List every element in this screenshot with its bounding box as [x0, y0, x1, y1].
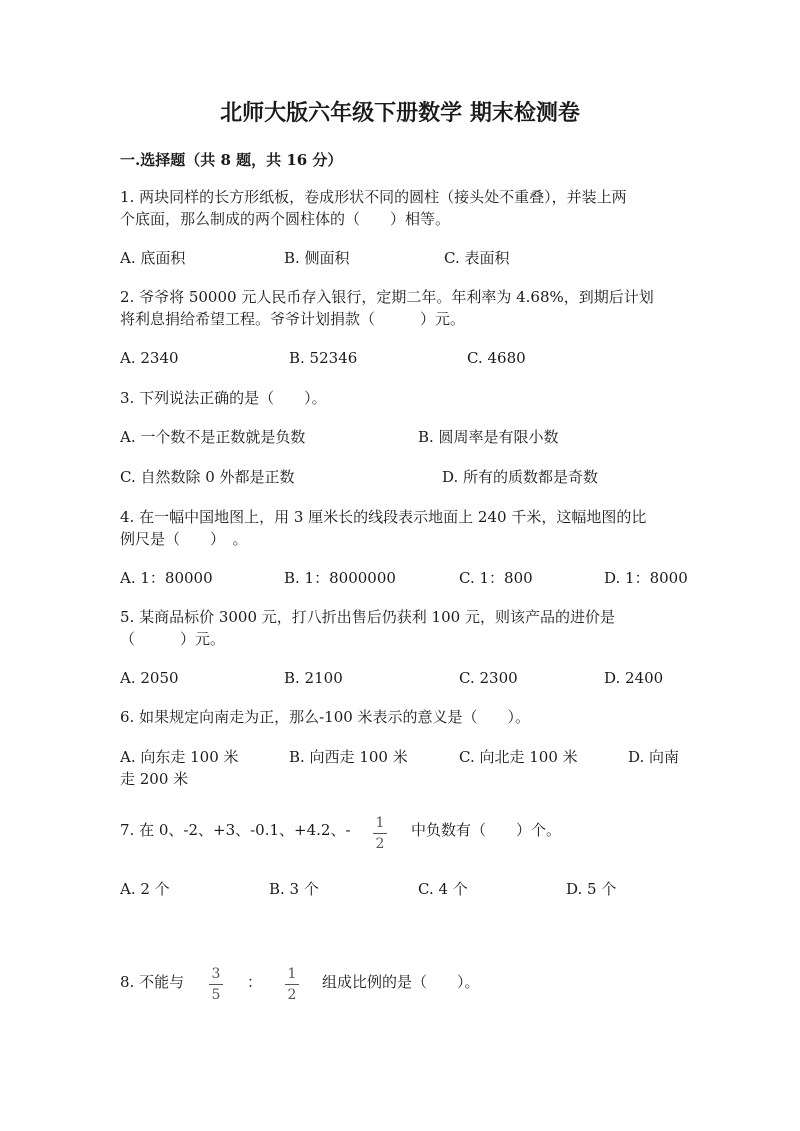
question-2-text-line2: 将利息捐给希望工程。爷爷计划捐款（ ）元。 — [120, 310, 466, 328]
question-3-option-c: C. 自然数除 0 外都是正数 — [120, 468, 295, 486]
fraction-numerator: 3 — [211, 966, 221, 982]
question-1-text-line1: 1. 两块同样的长方形纸板，卷成形状不同的圆柱（接头处不重叠），并装上两 — [120, 188, 627, 206]
question-1-option-b: B. 侧面积 — [284, 249, 350, 267]
question-4-option-b: B. 1：8000000 — [284, 569, 396, 587]
question-6-option-d-continued: 走 200 米 — [120, 770, 189, 788]
page-title: 北师大版六年级下册数学 期末检测卷 — [220, 100, 580, 126]
question-8-colon: ： — [247, 973, 263, 991]
question-1-option-c: C. 表面积 — [444, 249, 510, 267]
question-8-text-post: 组成比例的是（ ）。 — [322, 973, 480, 991]
question-4-text-line2: 例尺是（ ） 。 — [120, 530, 248, 548]
question-2-option-b: B. 52346 — [289, 349, 358, 367]
question-4-text-line1: 4. 在一幅中国地图上，用 3 厘米长的线段表示地面上 240 千米，这幅地图的比 — [120, 508, 647, 526]
fraction-numerator: 1 — [287, 966, 297, 982]
fraction-bar — [373, 833, 387, 834]
question-5-option-c: C. 2300 — [459, 669, 518, 687]
fraction-denominator: 2 — [375, 836, 385, 852]
question-1-text-line2: 个底面，那么制成的两个圆柱体的（ ）相等。 — [120, 210, 451, 228]
question-7-option-c: C. 4 个 — [418, 880, 468, 898]
question-6-option-b: B. 向西走 100 米 — [289, 748, 408, 766]
question-5-option-d: D. 2400 — [604, 669, 664, 687]
question-3-text: 3. 下列说法正确的是（ ）。 — [120, 389, 327, 407]
question-5-text-line2: （ ）元。 — [120, 630, 226, 648]
question-2-option-c: C. 4680 — [467, 349, 526, 367]
question-7-fraction — [370, 815, 390, 852]
question-7-option-d: D. 5 个 — [566, 880, 617, 898]
fraction-denominator: 5 — [211, 987, 221, 1003]
question-4-option-d: D. 1：8000 — [604, 569, 688, 587]
question-2-text-line1: 2. 爷爷将 50000 元人民币存入银行，定期二年。年利率为 4.68%，到期后计划 — [120, 288, 654, 306]
question-4-option-c: C. 1：800 — [459, 569, 533, 587]
question-8-fraction-2 — [282, 966, 302, 1003]
question-3-option-d: D. 所有的质数都是奇数 — [442, 468, 599, 486]
question-6-text: 6. 如果规定向南走为正，那么-100 米表示的意义是（ ）。 — [120, 708, 531, 726]
question-7-text-post: 中负数有（ ）个。 — [411, 821, 562, 839]
question-6-option-c: C. 向北走 100 米 — [459, 748, 578, 766]
question-1-option-a: A. 底面积 — [120, 249, 186, 267]
question-5-option-a: A. 2050 — [120, 669, 179, 687]
section-heading: 一.选择题（共 8 题，共 16 分） — [120, 151, 343, 169]
question-7-option-b: B. 3 个 — [269, 880, 319, 898]
fraction-numerator: 1 — [375, 815, 385, 831]
question-8-fraction-1 — [206, 966, 226, 1003]
question-5-option-b: B. 2100 — [284, 669, 343, 687]
question-3-option-a: A. 一个数不是正数就是负数 — [120, 428, 306, 446]
question-4-option-a: A. 1：80000 — [120, 569, 213, 587]
question-8-text-pre: 8. 不能与 — [120, 973, 185, 991]
question-7-option-a: A. 2 个 — [120, 880, 170, 898]
question-3-option-b: B. 圆周率是有限小数 — [418, 428, 559, 446]
question-6-option-a: A. 向东走 100 米 — [120, 748, 239, 766]
fraction-denominator: 2 — [287, 987, 297, 1003]
question-5-text-line1: 5. 某商品标价 3000 元，打八折出售后仍获利 100 元，则该产品的进价是 — [120, 608, 615, 626]
question-2-option-a: A. 2340 — [120, 349, 179, 367]
fraction-bar — [209, 984, 223, 985]
question-7-text-pre: 7. 在 0、-2、+3、-0.1、+4.2、- — [120, 821, 351, 839]
fraction-bar — [285, 984, 299, 985]
question-6-option-d: D. 向南 — [628, 748, 680, 766]
